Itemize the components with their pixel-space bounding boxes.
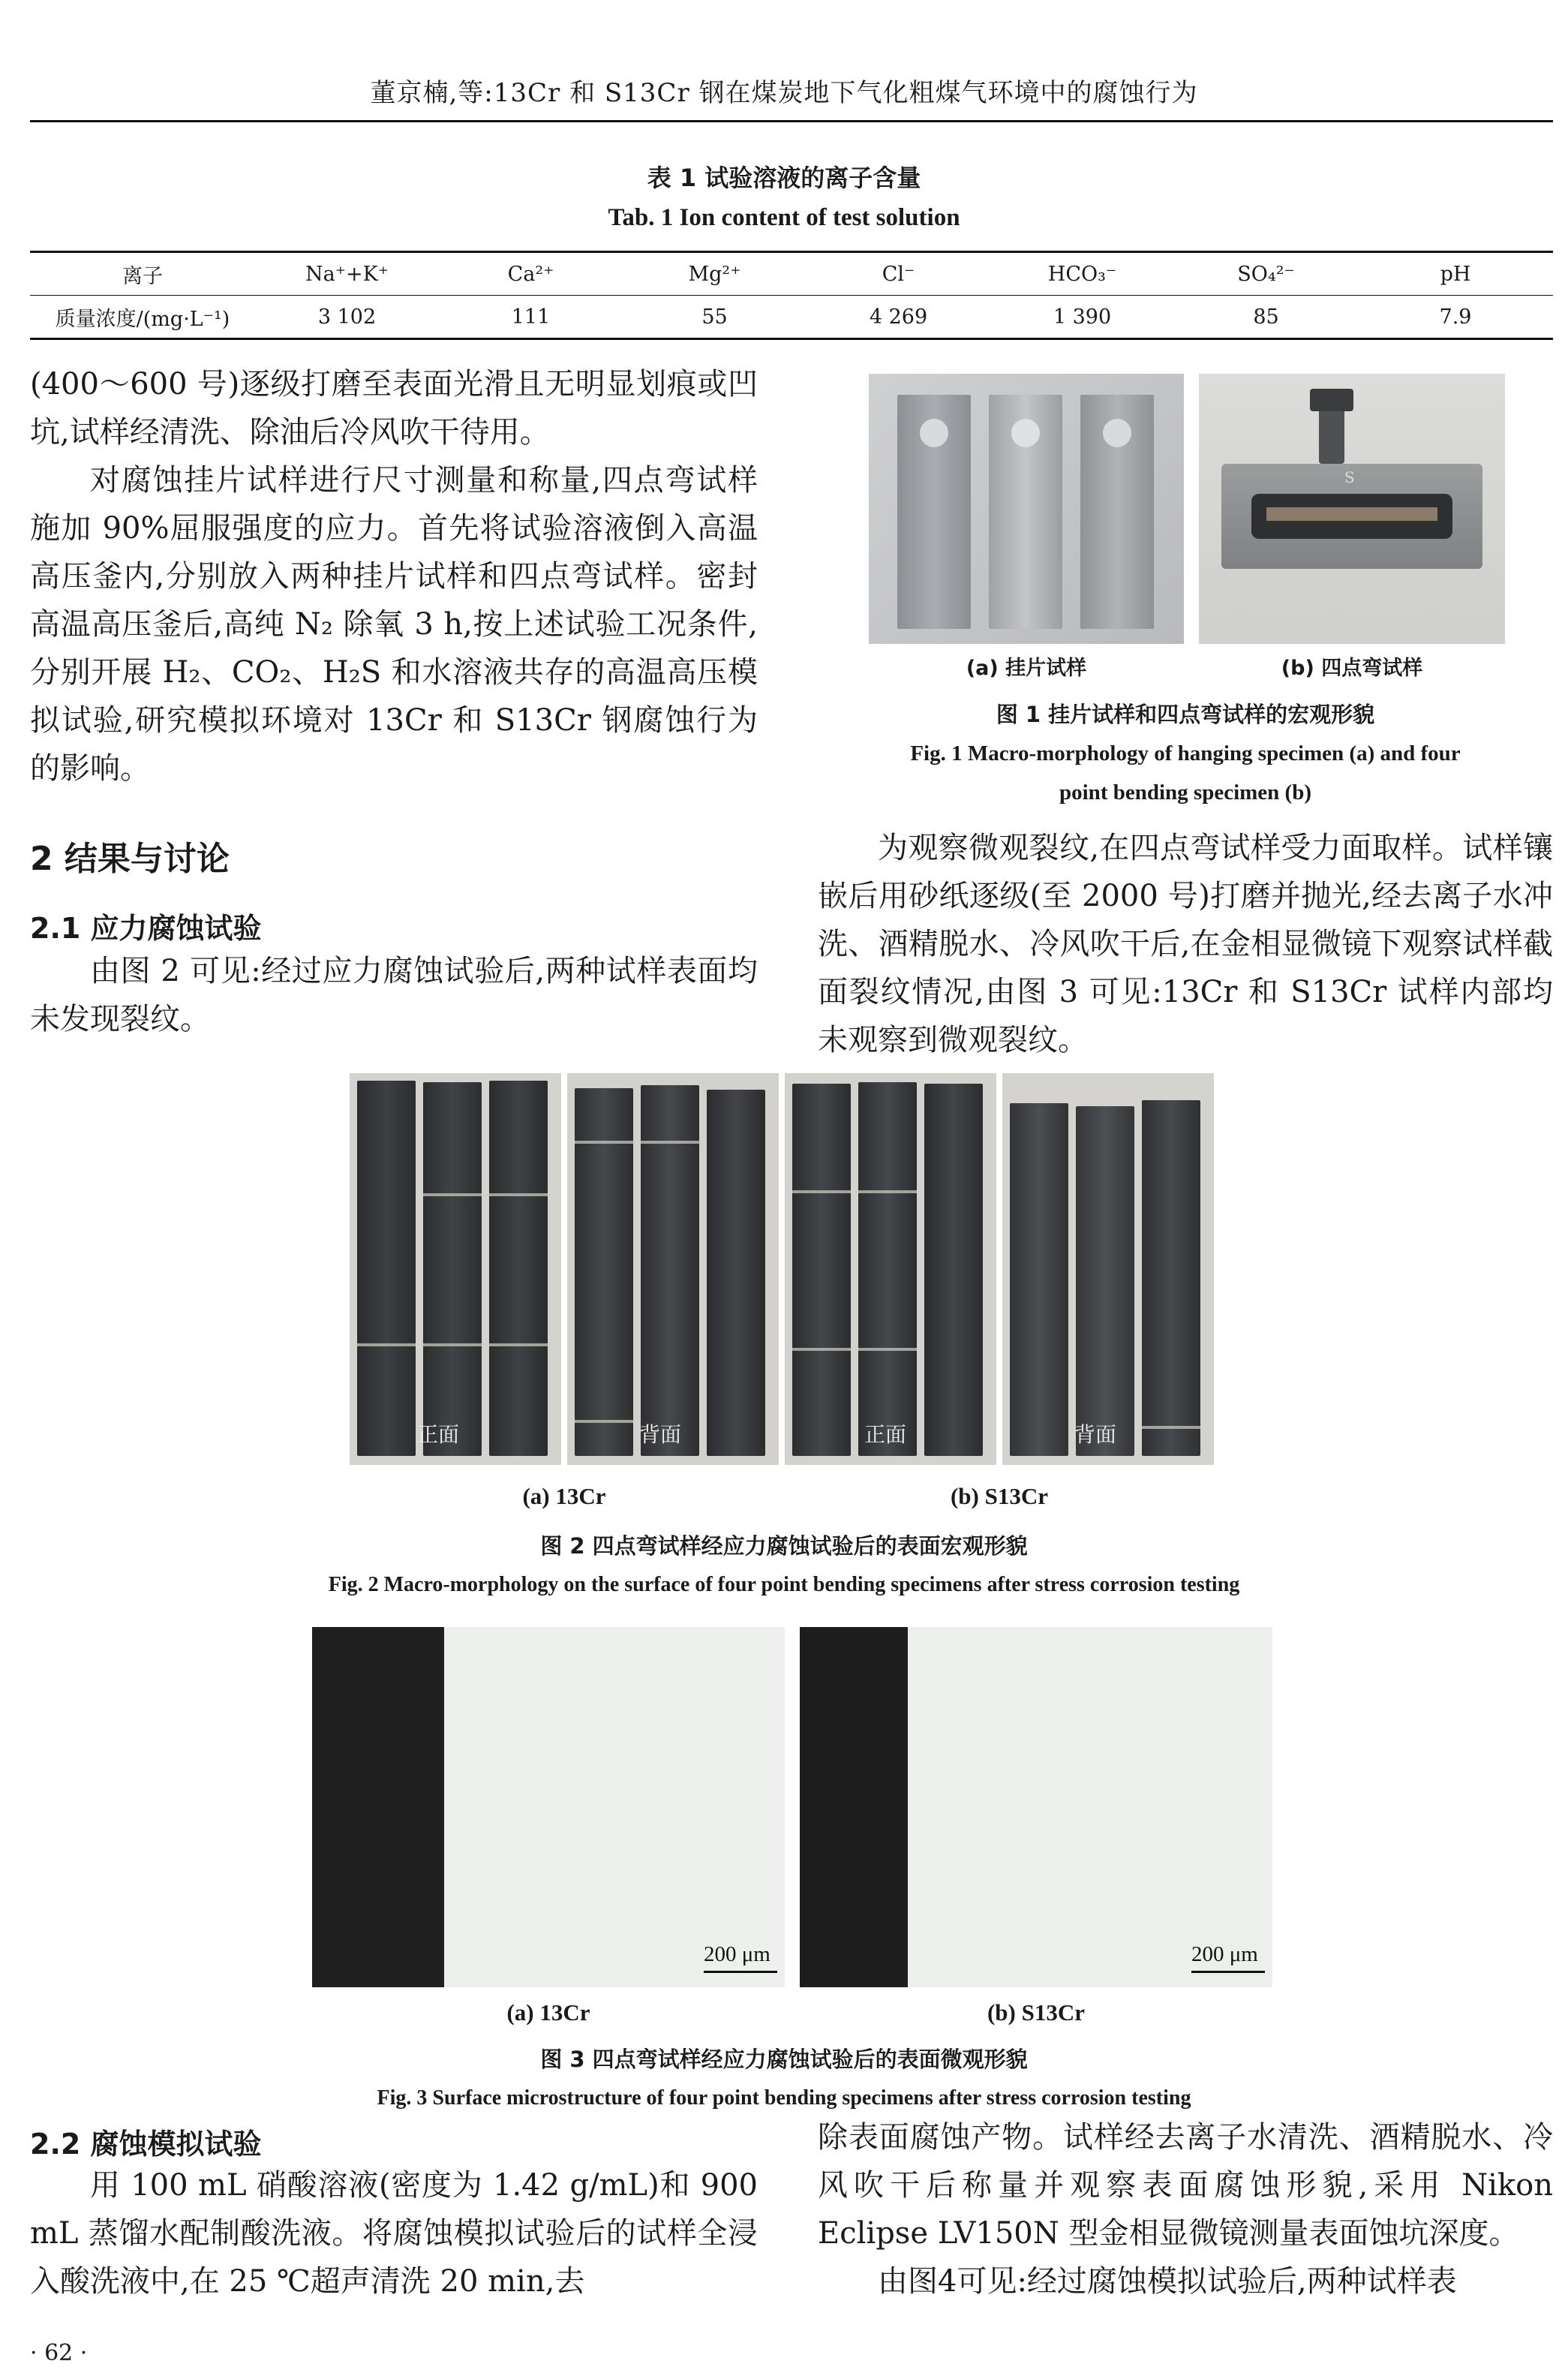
- fig2-photo-s13cr-front: [785, 1073, 996, 1465]
- bending-fixture: [1221, 464, 1482, 569]
- table1-caption-en: Tab. 1 Ion content of test solution: [608, 204, 960, 231]
- table-col-header: HCO₃⁻: [990, 252, 1174, 296]
- table-cell: 111: [439, 296, 623, 339]
- four-point-bending-photo: [1199, 374, 1505, 644]
- subsection-heading-2-2: 2.2 腐蚀模拟试验: [30, 2128, 262, 2161]
- load-mark: [1142, 1426, 1202, 1429]
- table-header-row: [30, 252, 1553, 296]
- bending-specimen-strip: [1266, 507, 1437, 521]
- section22-right-text: [818, 2113, 1553, 2305]
- table-cell: 3 102: [255, 296, 439, 339]
- table-col-header: Ca²⁺: [439, 252, 623, 296]
- paragraph: 除表面腐蚀产物。试样经去离子水清洗、酒精脱水、冷风吹干后称量并观察表面腐蚀形貌,采用 Nikon Eclipse LV150N 型金相显微镜测量表面蚀坑深度。: [818, 2120, 1553, 2251]
- fig1-subcaption-b: (b) 四点弯试样: [1281, 657, 1423, 680]
- fig3-caption-cn: 图 3 四点弯试样经应力腐蚀试验后的表面微观形貌: [540, 2047, 1028, 2072]
- scale-label: 200 μm: [704, 1942, 770, 1966]
- right-column-text: [818, 824, 1553, 1064]
- specimen-bar: [1142, 1100, 1200, 1456]
- mounting-resin-region: [312, 1627, 444, 1987]
- plate-mark: S: [1344, 468, 1355, 486]
- specimen-plate: [897, 395, 971, 629]
- fig2-caption-en: Fig. 2 Macro-morphology on the surface of four point bending specimens after stress corrosion testing: [328, 1573, 1240, 1596]
- running-header: 董京楠,等:13Cr 和 S13Cr 钢在煤炭地下气化粗煤气环境中的腐蚀行为: [370, 78, 1198, 108]
- load-mark: [357, 1343, 552, 1346]
- specimen-bar: [489, 1081, 548, 1456]
- specimen-bar: [792, 1084, 851, 1456]
- table-cell: 4 269: [807, 296, 990, 339]
- table-row-header: 离子: [30, 252, 255, 296]
- subsection-heading-2-1: 2.1 应力腐蚀试验: [30, 912, 262, 945]
- table-row-label: 质量浓度/(mg·L⁻¹): [30, 296, 255, 339]
- left-column-upper: [30, 360, 758, 792]
- table-col-header: SO₄²⁻: [1174, 252, 1358, 296]
- fig1-caption-en-line1: Fig. 1 Macro-morphology of hanging specimen (a) and four: [910, 741, 1461, 765]
- face-label-front: 正面: [417, 1422, 460, 1447]
- fig3-micrograph-13cr: [312, 1627, 785, 1987]
- load-mark: [423, 1193, 551, 1196]
- table-col-header: pH: [1358, 252, 1553, 296]
- table-cell: 7.9: [1358, 296, 1553, 339]
- scale-bar: [704, 1971, 777, 1973]
- section22-left-text: [30, 2161, 758, 2305]
- mounting-hole: [920, 419, 948, 447]
- scale-label: 200 μm: [1191, 1942, 1258, 1966]
- fig2-subcaption-b: (b) S13Cr: [950, 1483, 1049, 1509]
- fig3-caption-en: Fig. 3 Surface microstructure of four point bending specimens after stress corrosion testing: [377, 2086, 1191, 2110]
- paragraph: 对腐蚀挂片试样进行尺寸测量和称量,四点弯试样施加 90%屈服强度的应力。首先将试验溶液倒入高温高压釜内,分别放入两种挂片试样和四点弯试样。密封高温高压釜后,高纯 N₂ 除氧 3 h,按上述试验工况条件,分别开展 H₂、CO₂、H₂S 和水溶液共存的高温高压模拟试验,研究模拟环境对 13Cr 和 S13Cr 钢腐蚀行为的影响。: [30, 463, 758, 786]
- load-mark: [575, 1141, 702, 1144]
- table1-caption-cn: 表 1 试验溶液的离子含量: [647, 164, 921, 192]
- fig2-photo-s13cr-back: [1002, 1073, 1214, 1465]
- face-label-back: 背面: [1074, 1422, 1117, 1447]
- table-cell: 1 390: [990, 296, 1174, 339]
- table-col-header: Cl⁻: [807, 252, 990, 296]
- fig2-subcaption-a: (a) 13Cr: [522, 1483, 606, 1509]
- bolt-head: [1310, 389, 1353, 411]
- specimen-bar: [707, 1090, 765, 1456]
- specimen-bar: [1010, 1103, 1068, 1456]
- paragraph: 为观察微观裂纹,在四点弯试样受力面取样。试样镶嵌后用砂纸逐级(至 2000 号)打磨并抛光,经去离子水冲洗、酒精脱水、冷风吹干后,在金相显微镜下观察试样截面裂纹情况,由图 3 可见:13Cr 和 S13Cr 试样内部均未观察到微观裂纹。: [818, 831, 1553, 1057]
- specimen-plate: [1080, 395, 1154, 629]
- fig2-photo-13cr-front: [350, 1073, 561, 1465]
- mounting-resin-region: [800, 1627, 908, 1987]
- ion-table: [30, 251, 1553, 340]
- specimen-bar: [1076, 1106, 1134, 1456]
- paragraph: 由图4可见:经过腐蚀模拟试验后,两种试样表: [878, 2264, 1457, 2299]
- mounting-hole: [1011, 419, 1040, 447]
- fig2-caption-cn: 图 2 四点弯试样经应力腐蚀试验后的表面宏观形貌: [540, 1533, 1028, 1559]
- scale-bar: [1191, 1971, 1265, 1973]
- fig1-caption-cn: 图 1 挂片试样和四点弯试样的宏观形貌: [996, 702, 1375, 727]
- left-column-lower: [30, 947, 758, 1043]
- paragraph: 用 100 mL 硝酸溶液(密度为 1.42 g/mL)和 900 mL 蒸馏水配制酸洗液。将腐蚀模拟试验后的试样全浸入酸洗液中,在 25 ℃超声清洗 20 min,去: [30, 2168, 758, 2299]
- specimen-bar: [924, 1084, 983, 1456]
- face-label-front: 正面: [864, 1422, 907, 1447]
- specimen-plate: [989, 395, 1062, 629]
- fig1-caption-en-line2: point bending specimen (b): [1059, 780, 1311, 805]
- paragraph: 由图 2 可见:经过应力腐蚀试验后,两种试样表面均未发现裂纹。: [30, 954, 758, 1036]
- load-mark: [575, 1420, 635, 1423]
- fig2-photo-13cr-back: [567, 1073, 779, 1465]
- section-heading-2: 2 结果与讨论: [30, 840, 230, 878]
- fig1-subcaption-a: (a) 挂片试样: [966, 657, 1087, 680]
- load-mark: [792, 1348, 920, 1351]
- specimen-bar: [858, 1082, 917, 1456]
- table-col-header: Na⁺+K⁺: [255, 252, 439, 296]
- specimen-bar: [357, 1081, 416, 1456]
- page-number: · 62 ·: [30, 2340, 88, 2366]
- fig3-subcaption-b: (b) S13Cr: [987, 1999, 1086, 2026]
- header-rule: [30, 120, 1553, 122]
- specimen-bar: [423, 1082, 482, 1456]
- fig3-subcaption-a: (a) 13Cr: [506, 1999, 590, 2026]
- hanging-specimen-photo: [869, 374, 1184, 644]
- load-mark: [792, 1190, 920, 1193]
- table-cell: 55: [623, 296, 807, 339]
- paragraph: (400～600 号)逐级打磨至表面光滑且无明显划痕或凹坑,试样经清洗、除油后冷风吹干待用。: [30, 367, 758, 450]
- table-value-row: [30, 296, 1553, 339]
- table-col-header: Mg²⁺: [623, 252, 807, 296]
- fig3-micrograph-s13cr: [800, 1627, 1272, 1987]
- face-label-back: 背面: [639, 1422, 682, 1447]
- mounting-hole: [1103, 419, 1131, 447]
- table-cell: 85: [1174, 296, 1358, 339]
